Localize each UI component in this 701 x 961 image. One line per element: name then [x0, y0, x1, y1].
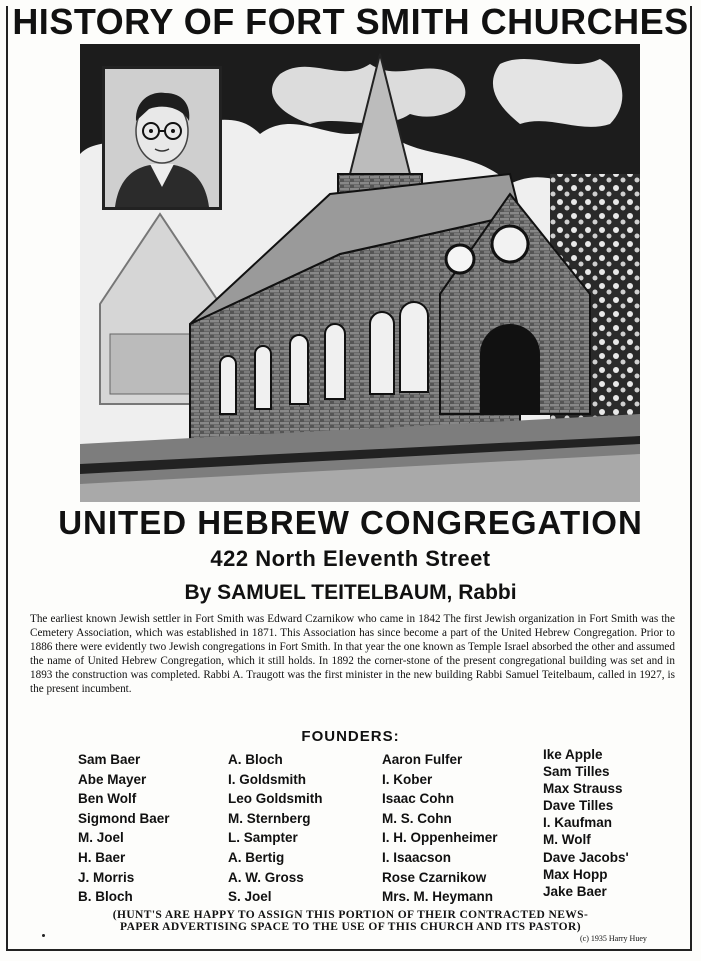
founder-name: Rose Czarnikow [382, 869, 487, 885]
founder-name: I. Kober [382, 771, 433, 787]
founder-name: Dave Jacobs' [543, 849, 629, 865]
founder-name: Mrs. M. Heymann [382, 889, 494, 905]
founder-name: Leo Goldsmith [228, 791, 323, 807]
church-photo [80, 44, 640, 502]
founder-name: I. Kaufman [543, 815, 613, 831]
founders-column-3 [382, 750, 498, 907]
congregation-heading: UNITED HEBREW CONGREGATION [58, 504, 643, 541]
founder-name: Dave Tilles [543, 798, 614, 814]
founder-name: I. H. Oppenheimer [382, 830, 498, 846]
advertising-note-line-1: (HUNT'S ARE HAPPY TO ASSIGN THIS PORTION OF THEIR CONTRACTED NEWS- [112, 909, 589, 921]
founder-name: A. Bertig [228, 849, 285, 865]
masthead-title: HISTORY OF FORT SMITH CHURCHES [12, 1, 689, 42]
founder-name: M. Wolf [543, 832, 591, 848]
founder-name: A. Bloch [228, 752, 283, 767]
founder-name: Abe Mayer [78, 771, 147, 787]
founder-name: Max Hopp [543, 866, 608, 882]
founder-name: M. Sternberg [228, 810, 311, 826]
founder-name: M. S. Cohn [382, 810, 452, 826]
founder-name: M. Joel [78, 830, 124, 846]
founder-name: H. Baer [78, 849, 126, 865]
copyright-credit: (c) 1935 Harry Huey [580, 934, 647, 943]
portrait-illustration [105, 69, 219, 207]
founders-column-2 [228, 750, 323, 907]
founder-name: J. Morris [78, 869, 135, 885]
founder-name: Ben Wolf [78, 791, 137, 807]
founder-name: Isaac Cohn [382, 791, 455, 807]
founder-name: B. Bloch [78, 889, 133, 905]
founders-heading: FOUNDERS: [301, 728, 400, 745]
founders-column-1 [78, 750, 170, 907]
address-line: 422 North Eleventh Street [210, 546, 491, 571]
founder-name: Max Strauss [543, 781, 623, 797]
margin-dot [42, 934, 45, 937]
rabbi-portrait [102, 66, 222, 210]
byline: By SAMUEL TEITELBAUM, Rabbi [184, 581, 517, 604]
founder-name: Jake Baer [543, 883, 607, 899]
founder-name: Sam Baer [78, 752, 141, 767]
advertising-note-line-2: PAPER ADVERTISING SPACE TO THE USE OF THIS CHURCH AND ITS PASTOR) [120, 921, 581, 933]
founder-name: L. Sampter [228, 830, 298, 846]
founder-name: A. W. Gross [228, 869, 304, 885]
founder-name: Ike Apple [543, 747, 603, 762]
founder-name: S. Joel [228, 889, 272, 905]
founder-name: I. Isaacson [382, 849, 452, 865]
founder-name: I. Goldsmith [228, 771, 307, 787]
history-paragraph: The earliest known Jewish settler in Fort Smith was Edward Czarnikow who came in 1842 The first Jewish organization in Fort Smith was the Cemetery Association, which was established in 1871. This Association has since become a part of the United Hebrew Congregation. Prior to 1886 there were evidently two Jewish congregations in Fort Smith. In that year the one known as Temple Israel absorbed the other and assumed the name of United Hebrew Congregation, which it still holds. In 1892 the corner-stone of the present congregational building was set and in 1893 the construction was completed. Rabbi A. Traugott was the first minister in the new building Rabbi Samuel Teitelbaum, called in 1927, is the present incumbent. [30, 613, 675, 696]
founders-column-4 [543, 746, 629, 900]
founder-name: Sam Tilles [543, 764, 610, 780]
founder-name: Aaron Fulfer [382, 752, 463, 767]
advertising-note [0, 909, 701, 933]
founder-name: Sigmond Baer [78, 810, 170, 826]
